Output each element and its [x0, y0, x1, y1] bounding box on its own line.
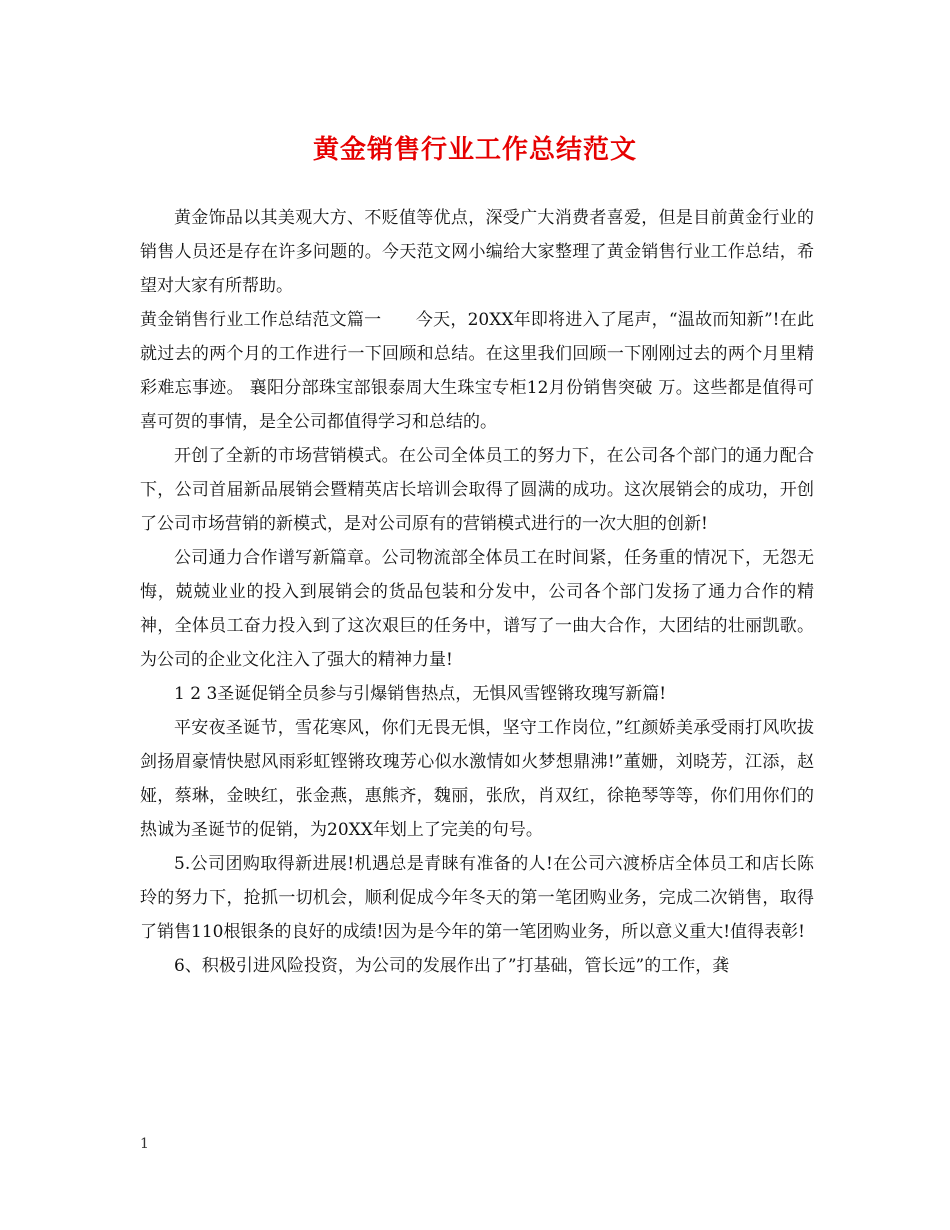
paragraph-7: 5.公司团购取得新进展!机遇总是青睐有准备的人!在公司六渡桥店全体员工和店长陈玲的努力下，抢抓一切机会，顺利促成今年冬天的第一笔团购业务，完成二次销售，取得了销售110根银条的良好的成绩!因为是今年的第一笔团购业务，所以意义重大!值得表彰! [140, 854, 814, 942]
paragraph-6: 平安夜圣诞节，雪花寒风，你们无畏无惧，坚守工作岗位，”红颜娇美承受雨打风吹拔剑扬眉豪情快慰风雨彩虹铿锵玫瑰芳心似水激情如火梦想鼎沸!”董姗，刘晓芳，江添，赵娅，蔡琳，金映红，张金燕，惠熊齐，魏丽，张欣，肖双红，徐艳琴等等，你们用你们的热诚为圣诞节的促销，为20XX年划上了完美的句号。 [140, 718, 814, 840]
paragraph-1: 黄金饰品以其美观大方、不贬值等优点，深受广大消费者喜爱，但是目前黄金行业的销售人员还是存在许多问题的。今天范文网小编给大家整理了黄金销售行业工作总结，希望对大家有所帮助。 [140, 208, 814, 296]
paragraph-4: 公司通力合作谱写新篇章。公司物流部全体员工在时间紧，任务重的情况下，无怨无悔，兢兢业业的投入到展销会的货品包装和分发中，公司各个部门发扬了通力合作的精神，全体员工奋力投入到了这次艰巨的任务中，谱写了一曲大合作，大团结的壮丽凯歌。为公司的企业文化注入了强大的精神力量! [140, 548, 814, 670]
paragraph-3: 开创了全新的市场营销模式。在公司全体员工的努力下，在公司各个部门的通力配合下，公司首届新品展销会暨精英店长培训会取得了圆满的成功。这次展销会的成功，开创了公司市场营销的新模式，是对公司原有的营销模式进行的一次大胆的创新! [140, 446, 814, 534]
page-number: 1 [140, 1136, 149, 1152]
paragraph-5: 1 2 3圣诞促销全员参与引爆销售热点，无惧风雪铿锵玫瑰写新篇! [174, 684, 667, 704]
paragraph-8: 6、积极引进风险投资，为公司的发展作出了”打基础，管长远”的工作，龚 [174, 956, 730, 976]
document-body [140, 201, 814, 983]
paragraph-2: 黄金销售行业工作总结范文篇一 今天，20XX年即将进入了尾声，“温故而知新”!在此就过去的两个月的工作进行一下回顾和总结。在这里我们回顾一下刚刚过去的两个月里精彩难忘事迹。 襄阳分部珠宝部银泰周大生珠宝专柜12月份销售突破 万。这些都是值得可喜可贺的事情，是全公司都值得学习和总结的。 [140, 310, 814, 432]
document-title: 黄金销售行业工作总结范文 [312, 135, 637, 165]
